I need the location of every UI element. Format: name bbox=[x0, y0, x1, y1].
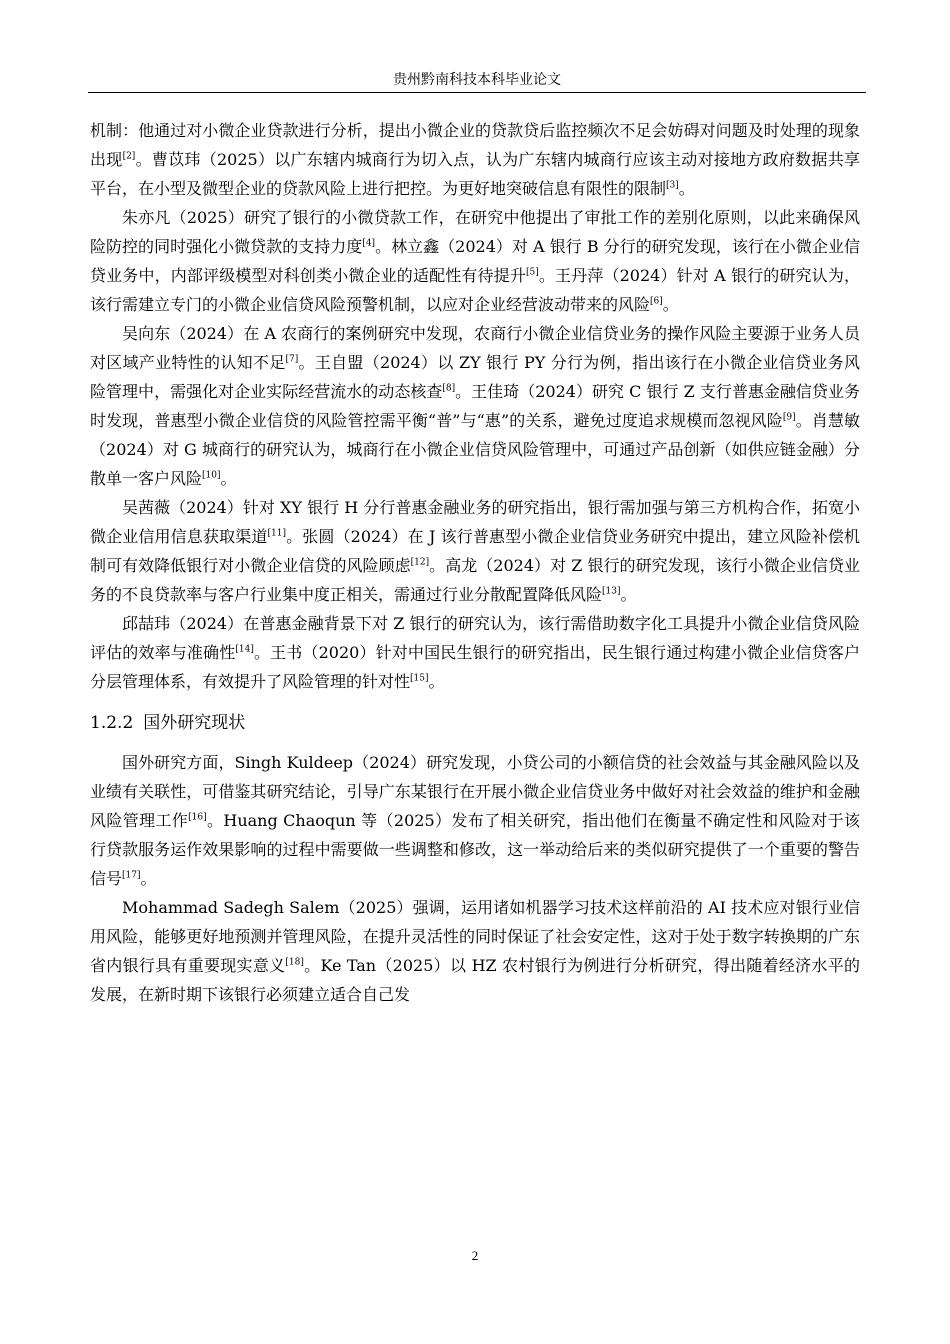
paragraph bbox=[90, 493, 860, 609]
citation-marker: [5] bbox=[525, 267, 539, 278]
paragraph bbox=[90, 319, 860, 493]
paragraph-text: 。王丹萍（2024）针对 A 银行的研究认为，该行需建立专门的小微企业信贷风险预警机制，以应对企业经营波动带来的风险 bbox=[90, 266, 860, 314]
body-paragraphs-foreign bbox=[90, 748, 860, 1009]
page-header-title: 贵州黔南科技本科毕业论文 bbox=[393, 72, 561, 88]
paragraph-text: 。高龙（2024）对 Z 银行的研究发现，该行小微企业信贷业务的不良贷款率与客户行业集中度正相关，需通过行业分散配置降低风险 bbox=[90, 556, 860, 604]
paragraph-text: 。 bbox=[428, 672, 445, 691]
paragraph-text: 吴茜薇（2024）针对 XY 银行 H 分行普惠金融业务的研究指出，银行需加强与第三方机构合作，拓宽小微企业信用信息获取渠道 bbox=[90, 498, 860, 546]
paragraph-text: 邱喆玮（2024）在普惠金融背景下对 Z 银行的研究认为，该行需借助数字化工具提升小微企业信贷风险评估的效率与准确性 bbox=[90, 614, 860, 662]
paragraph-text: 。 bbox=[220, 469, 237, 488]
paragraph-text: 。张圆（2024）在 J 该行普惠型小微企业信贷业务研究中提出，建立风险补偿机制可有效降低银行对小微企业信贷的风险顾虑 bbox=[90, 527, 860, 575]
paragraph bbox=[90, 893, 860, 1009]
paragraph bbox=[90, 748, 860, 893]
paragraph-text: 。 bbox=[662, 295, 679, 314]
section-heading bbox=[90, 710, 860, 736]
citation-marker: [13] bbox=[602, 586, 621, 597]
citation-marker: [11] bbox=[267, 528, 286, 539]
citation-marker: [9] bbox=[782, 412, 796, 423]
paragraph bbox=[90, 609, 860, 696]
paragraph bbox=[90, 203, 860, 319]
citation-marker: [7] bbox=[285, 354, 299, 365]
paragraph-text: 。王书（2020）针对中国民生银行的研究指出，民生银行通过构建小微企业信贷客户分层管理体系，有效提升了风险管理的针对性 bbox=[90, 643, 860, 691]
paragraph-text: 。曹苡玮（2025）以广东辖内城商行为切入点，认为广东辖内城商行应该主动对接地方政府数据共享平台，在小型及微型企业的贷款风险上进行把控。为更好地突破信息有限性的限制 bbox=[90, 150, 860, 198]
paragraph-text: 。林立鑫（2024）对 A 银行 B 分行的研究发现，该行在小微企业信贷业务中，内部评级模型对科创类小微企业的适配性有待提升 bbox=[90, 237, 860, 285]
citation-marker: [12] bbox=[410, 557, 430, 568]
paragraph-text: 。 bbox=[140, 869, 157, 888]
paragraph-text: 。王佳琦（2024）研究 C 银行 Z 支行普惠金融信贷业务时发现，普惠型小微企业信贷的风险管控需平衡“普”与“惠”的关系，避免过度追求规模而忽视风险 bbox=[90, 382, 860, 430]
section-title: 国外研究现状 bbox=[143, 713, 246, 733]
paragraph-text: 。Ke Tan（2025）以 HZ 农村银行为例进行分析研究，得出随着经济水平的发展，在新时期下该银行必须建立适合自己发 bbox=[90, 956, 860, 1004]
paragraph-text: 朱亦凡（2025）研究了银行的小微贷款工作，在研究中他提出了审批工作的差别化原则，以此来确保风险防控的同时强化小微贷款的支持力度 bbox=[90, 208, 860, 256]
citation-marker: [10] bbox=[202, 470, 221, 481]
paragraph-text: 。王自盟（2024）以 ZY 银行 PY 分行为例，指出该行在小微企业信贷业务风险管理中，需强化对企业实际经营流水的动态核查 bbox=[90, 353, 860, 401]
paragraph-text: 机制：他通过对小微企业贷款进行分析，提出小微企业的贷款贷后监控频次不足会妨碍对问题及时处理的现象出现 bbox=[90, 121, 860, 169]
paragraph-text: 。 bbox=[620, 585, 637, 604]
paragraph-text: 吴向东（2024）在 A 农商行的案例研究中发现，农商行小微企业信贷业务的操作风险主要源于业务人员对区域产业特性的认知不足 bbox=[90, 324, 860, 372]
citation-marker: [14] bbox=[235, 644, 254, 655]
section-number: 1.2.2 bbox=[90, 713, 134, 733]
citation-marker: [6] bbox=[650, 296, 663, 307]
paragraph-text: Mohammad Sadegh Salem（2025）强调，运用诸如机器学习技术这样前沿的 AI 技术应对银行业信用风险，能够更好地预测并管理风险，在提升灵活性的同时保证了社会安定性，这对于处于数字转换期的广东省内银行具有重要现实意义 bbox=[90, 898, 860, 975]
paragraph bbox=[90, 116, 860, 203]
paragraph-text: 国外研究方面，Singh Kuldeep（2024）研究发现，小贷公司的小额信贷的社会效益与其金融风险以及业绩有关联性，可借鉴其研究结论，引导广东某银行在开展小微企业信贷业务中做好对社会效益的维护和金融风险管理工作 bbox=[90, 753, 860, 830]
citation-marker: [17] bbox=[122, 870, 141, 881]
header-rule bbox=[88, 92, 866, 93]
citation-marker: [2] bbox=[122, 151, 136, 162]
citation-marker: [4] bbox=[362, 238, 376, 249]
citation-marker: [16] bbox=[188, 812, 207, 823]
page-number: 2 bbox=[471, 1248, 479, 1263]
paragraph-text: 。 bbox=[678, 179, 695, 198]
paragraph-text: 。肖慧敏（2024）对 G 城商行的研究认为，城商行在小微企业信贷风险管理中，可通过产品创新（如供应链金融）分散单一客户风险 bbox=[90, 411, 860, 488]
page-body bbox=[90, 116, 860, 1009]
citation-marker: [3] bbox=[666, 180, 679, 191]
citation-marker: [15] bbox=[410, 673, 429, 684]
body-paragraphs-domestic bbox=[90, 116, 860, 696]
paragraph-text: 。Huang Chaoqun 等（2025）发布了相关研究，指出他们在衡量不确定性和风险对于该行贷款服务运作效果影响的过程中需要做一些调整和修改，这一举动给后来的类似研究提供了一个重要的警告信号 bbox=[90, 811, 860, 888]
citation-marker: [18] bbox=[285, 957, 304, 968]
citation-marker: [8] bbox=[442, 383, 456, 394]
